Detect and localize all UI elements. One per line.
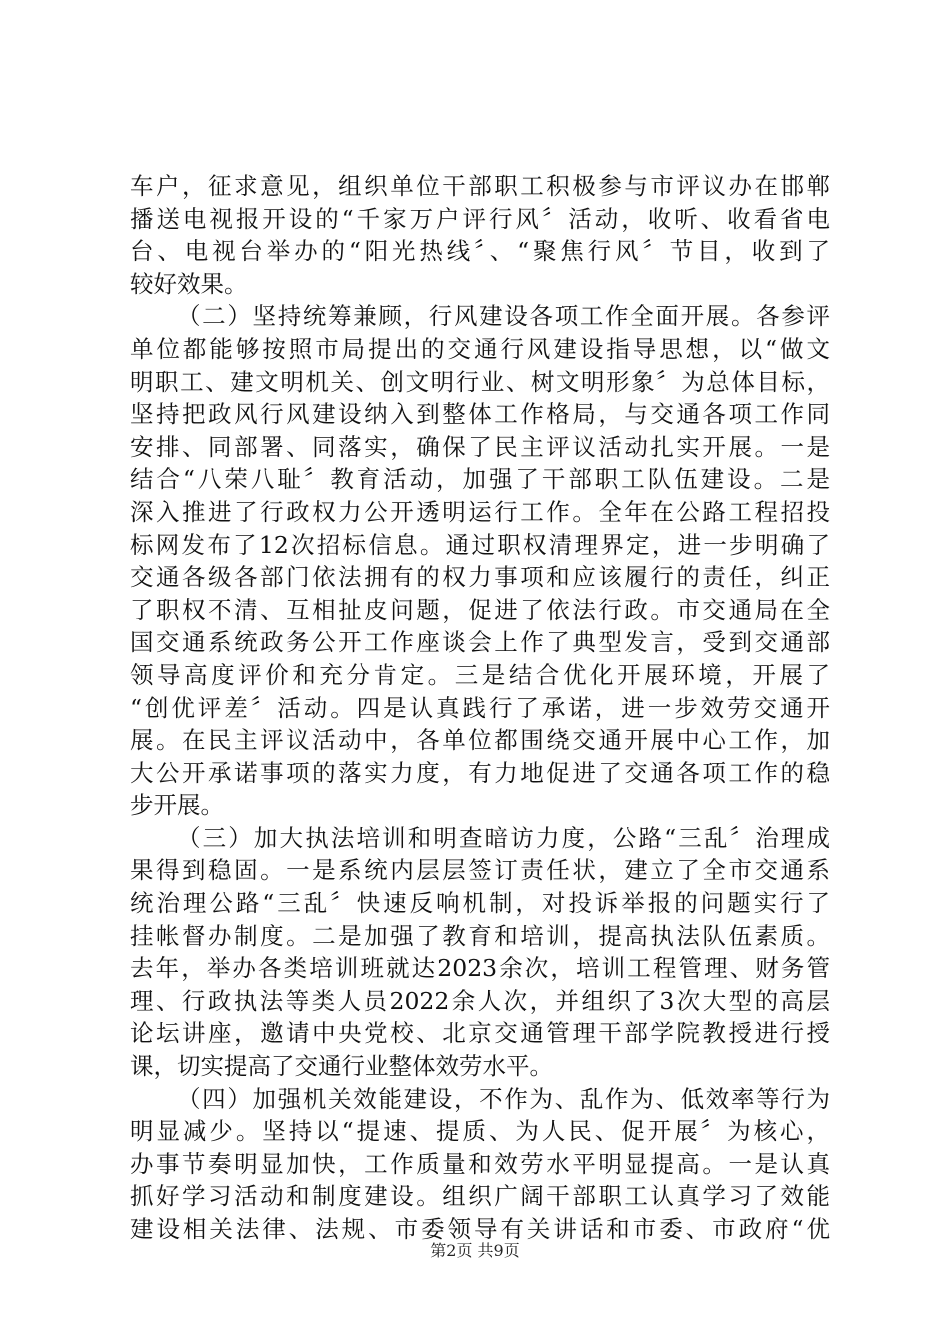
- text-line: 去年，举办各类培训班就达2023余次，培训工程管理、财务管: [130, 954, 830, 983]
- text-line: 论坛讲座，邀请中央党校、北京交通管理干部学院教授进行授: [130, 1019, 830, 1048]
- text-line: 结合“八荣八耻〞教育活动，加强了干部职工队伍建设。二是: [130, 465, 830, 494]
- text-line: 展。在民主评议活动中，各单位都围绕交通开展中心工作，加: [130, 726, 830, 755]
- text-line: 大公开承诺事项的落实力度，有力地促进了交通各项工作的稳: [130, 758, 830, 787]
- text-line: 较好效果。: [130, 269, 248, 298]
- text-line: 统治理公路“三乱〞快速反响机制，对投诉举报的问题实行了: [130, 889, 830, 918]
- paragraph-heading-line: （三）加大执法培训和明查暗访力度，公路“三乱〞治理成: [177, 823, 830, 852]
- text-line: 播送电视报开设的“千家万户评行风〞活动，收听、收看省电: [130, 204, 830, 233]
- text-line: 建设相关法律、法规、市委领导有关讲话和市委、市政府“优: [130, 1215, 830, 1243]
- text-line: 了职权不清、互相扯皮问题，促进了依法行政。市交通局在全: [130, 595, 830, 624]
- text-line: 果得到稳固。一是系统内层层签订责任状，建立了全市交通系: [130, 856, 830, 885]
- paragraph-heading-line: （二）坚持统筹兼顾，行风建设各项工作全面开展。各参评: [177, 302, 830, 331]
- text-line: 单位都能够按照市局提出的交通行风建设指导思想，以“做文: [130, 334, 830, 363]
- text-line: 步开展。: [130, 791, 224, 820]
- text-line: 办事节奏明显加快，工作质量和效劳水平明显提高。一是认真: [130, 1149, 830, 1178]
- text-line: 挂帐督办制度。二是加强了教育和培训，提高执法队伍素质。: [130, 921, 830, 950]
- text-line: 理、行政执法等类人员2022余人次，并组织了3次大型的高层: [130, 986, 830, 1015]
- text-line: 领导高度评价和充分肯定。三是结合优化开展环境，开展了: [130, 660, 830, 689]
- text-line: 坚持把政风行风建设纳入到整体工作格局，与交通各项工作同: [130, 400, 830, 429]
- text-line: 安排、同部署、同落实，确保了民主评议活动扎实开展。一是: [130, 432, 830, 461]
- text-line: 交通各级各部门依法拥有的权力事项和应该履行的责任，纠正: [130, 563, 830, 592]
- page-number-footer: 第2页 共9页: [430, 1241, 520, 1260]
- text-line: 深入推进了行政权力公开透明运行工作。全年在公路工程招投: [130, 497, 830, 526]
- text-line: 车户，征求意见，组织单位干部职工积极参与市评议办在邯郸: [130, 172, 830, 200]
- document-body: [130, 170, 830, 1246]
- text-line: 课，切实提高了交通行业整体效劳水平。: [130, 1052, 553, 1081]
- text-line: 国交通系统政务公开工作座谈会上作了典型发言，受到交通部: [130, 628, 830, 657]
- text-line: 台、电视台举办的“阳光热线〞、“聚焦行风〞节目，收到了: [130, 237, 830, 266]
- text-line: “创优评差〞活动。四是认真践行了承诺，进一步效劳交通开: [130, 693, 830, 722]
- text-line: 标网发布了12次招标信息。通过职权清理界定，进一步明确了: [130, 530, 830, 559]
- text-line: 明显减少。坚持以“提速、提质、为人民、促开展〞为核心，: [130, 1117, 830, 1146]
- text-line: 明职工、建文明机关、创文明行业、树文明形象〞为总体目标，: [130, 367, 830, 396]
- text-line: 抓好学习活动和制度建设。组织广阔干部职工认真学习了效能: [130, 1182, 830, 1211]
- paragraph-heading-line: （四）加强机关效能建设，不作为、乱作为、低效率等行为: [177, 1084, 830, 1113]
